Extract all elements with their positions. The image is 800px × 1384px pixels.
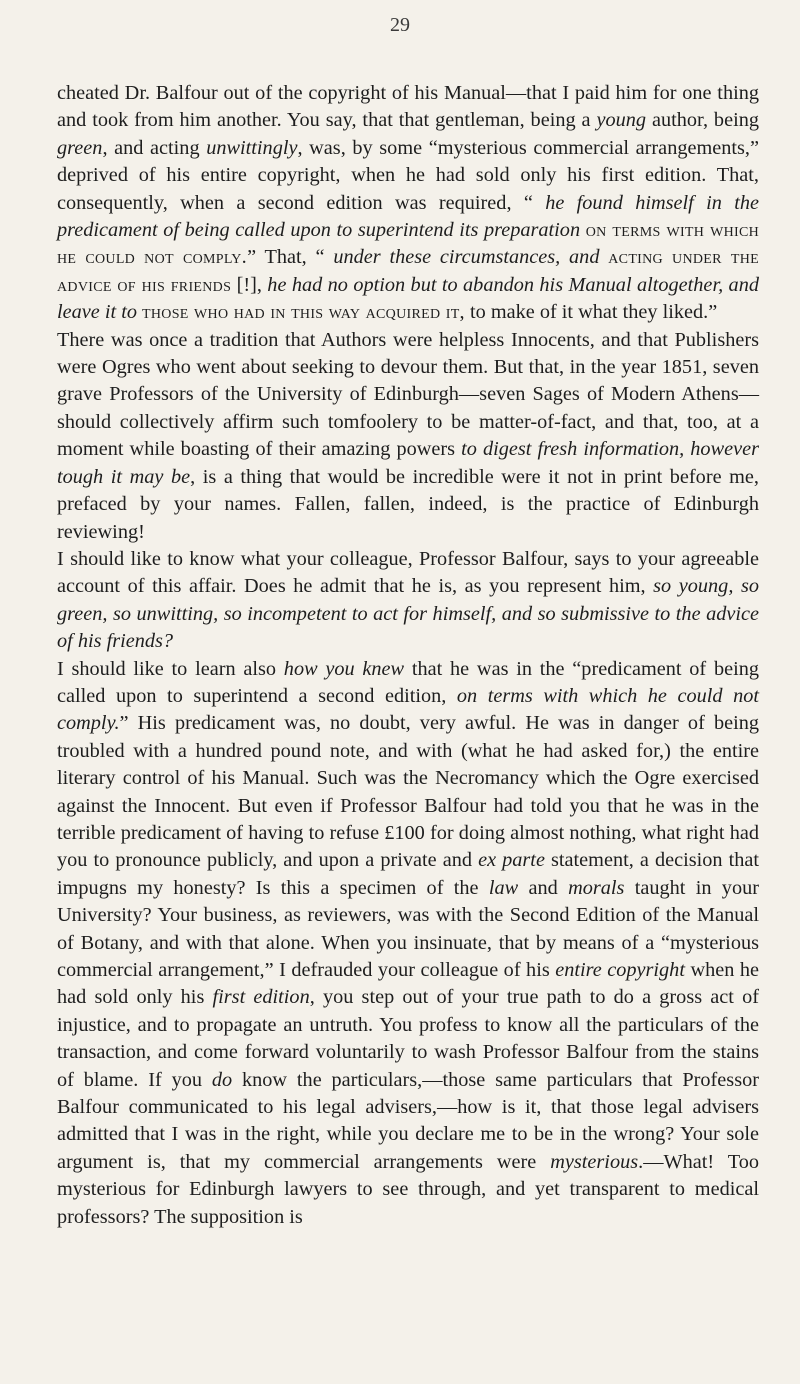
paragraph-3: I should like to know what your colleague, Professor Balfour, says to your agreeable account of this affair. Does he admit that he is, as you represent him, so young, so green, so unwitting, so incompetent to act for himself, and so submissive to the advice of his friends? (57, 547, 759, 653)
page-number: 29 (390, 14, 410, 36)
paragraph-2: There was once a tradition that Authors were helpless Innocents, and that Publishers were Ogres who went about seeking to devour them. But that, in the year 1851, seven grave Professors of the University of Edinburgh—seven Sages of Modern Athens—should collectively affirm such tomfoolery to be matter-of-fact, and that, too, at a moment while boasting of their amazing powers to digest fresh information, however tough it may be, is a thing that would be incredible were it not in print before me, prefaced by your names. Fallen, fallen, indeed, is the practice of Edinburgh reviewing! (57, 328, 759, 543)
body-text (57, 80, 759, 1231)
paragraph-1: cheated Dr. Balfour out of the copyright of his Manual—that I paid him for one thing and took from him another. You say, that that gentleman, being a young author, being green, and acting unwittingly, was, by some “mysterious commercial arrangements,” deprived of his entire copyright, when he had sold only his first edition. That, consequently, when a second edition was required, “ he found himself in the predicament of being called upon to superintend its preparation on terms with which he could not comply.” That, “ under these circumstances, and acting under the advice of his friends [!], he had no option but to abandon his Manual altogether, and leave it to those who had in this way acquired it, to make of it what they liked.” (57, 82, 760, 324)
paragraph-4: I should like to learn also how you knew that he was in the “predicament of being called upon to superintend a second edition, on terms with which he could not comply.” His predicament was, no doubt, very awful. He was in danger of being troubled with a hundred pound note, and with (what he had asked for,) the entire literary control of his Manual. Such was the Necromancy which the Ogre exercised against the Innocent. But even if Professor Balfour had told you that he was in the terrible predicament of having to refuse £100 for doing almost nothing, what right had you to pronounce publicly, and upon a private and ex parte statement, a decision that impugns my honesty? Is this a specimen of the law and morals taught in your University? Your business, as reviewers, was with the Second Edition of the Manual of Botany, and with that alone. When you insinuate, that by means of a “mysterious commercial arrangement,” I defrauded your colleague of his entire copyright when he had sold only his first edition, you step out of your true path to do a gross act of injustice, and to propagate an untruth. You profess to know all the particulars of the transaction, and come forward voluntarily to wash Professor Balfour from the stains of blame. If you do know the particulars,—those same particulars that Professor Balfour communicated to his legal advisers,—how is it, that those legal advisers admitted that I was in the right, while you declare me to be in the wrong? Your sole argument is, that my commercial arrangements were mysterious.—What! Too mysterious for Edinburgh lawyers to see through, and yet transparent to medical professors? The supposition is (57, 657, 760, 1228)
